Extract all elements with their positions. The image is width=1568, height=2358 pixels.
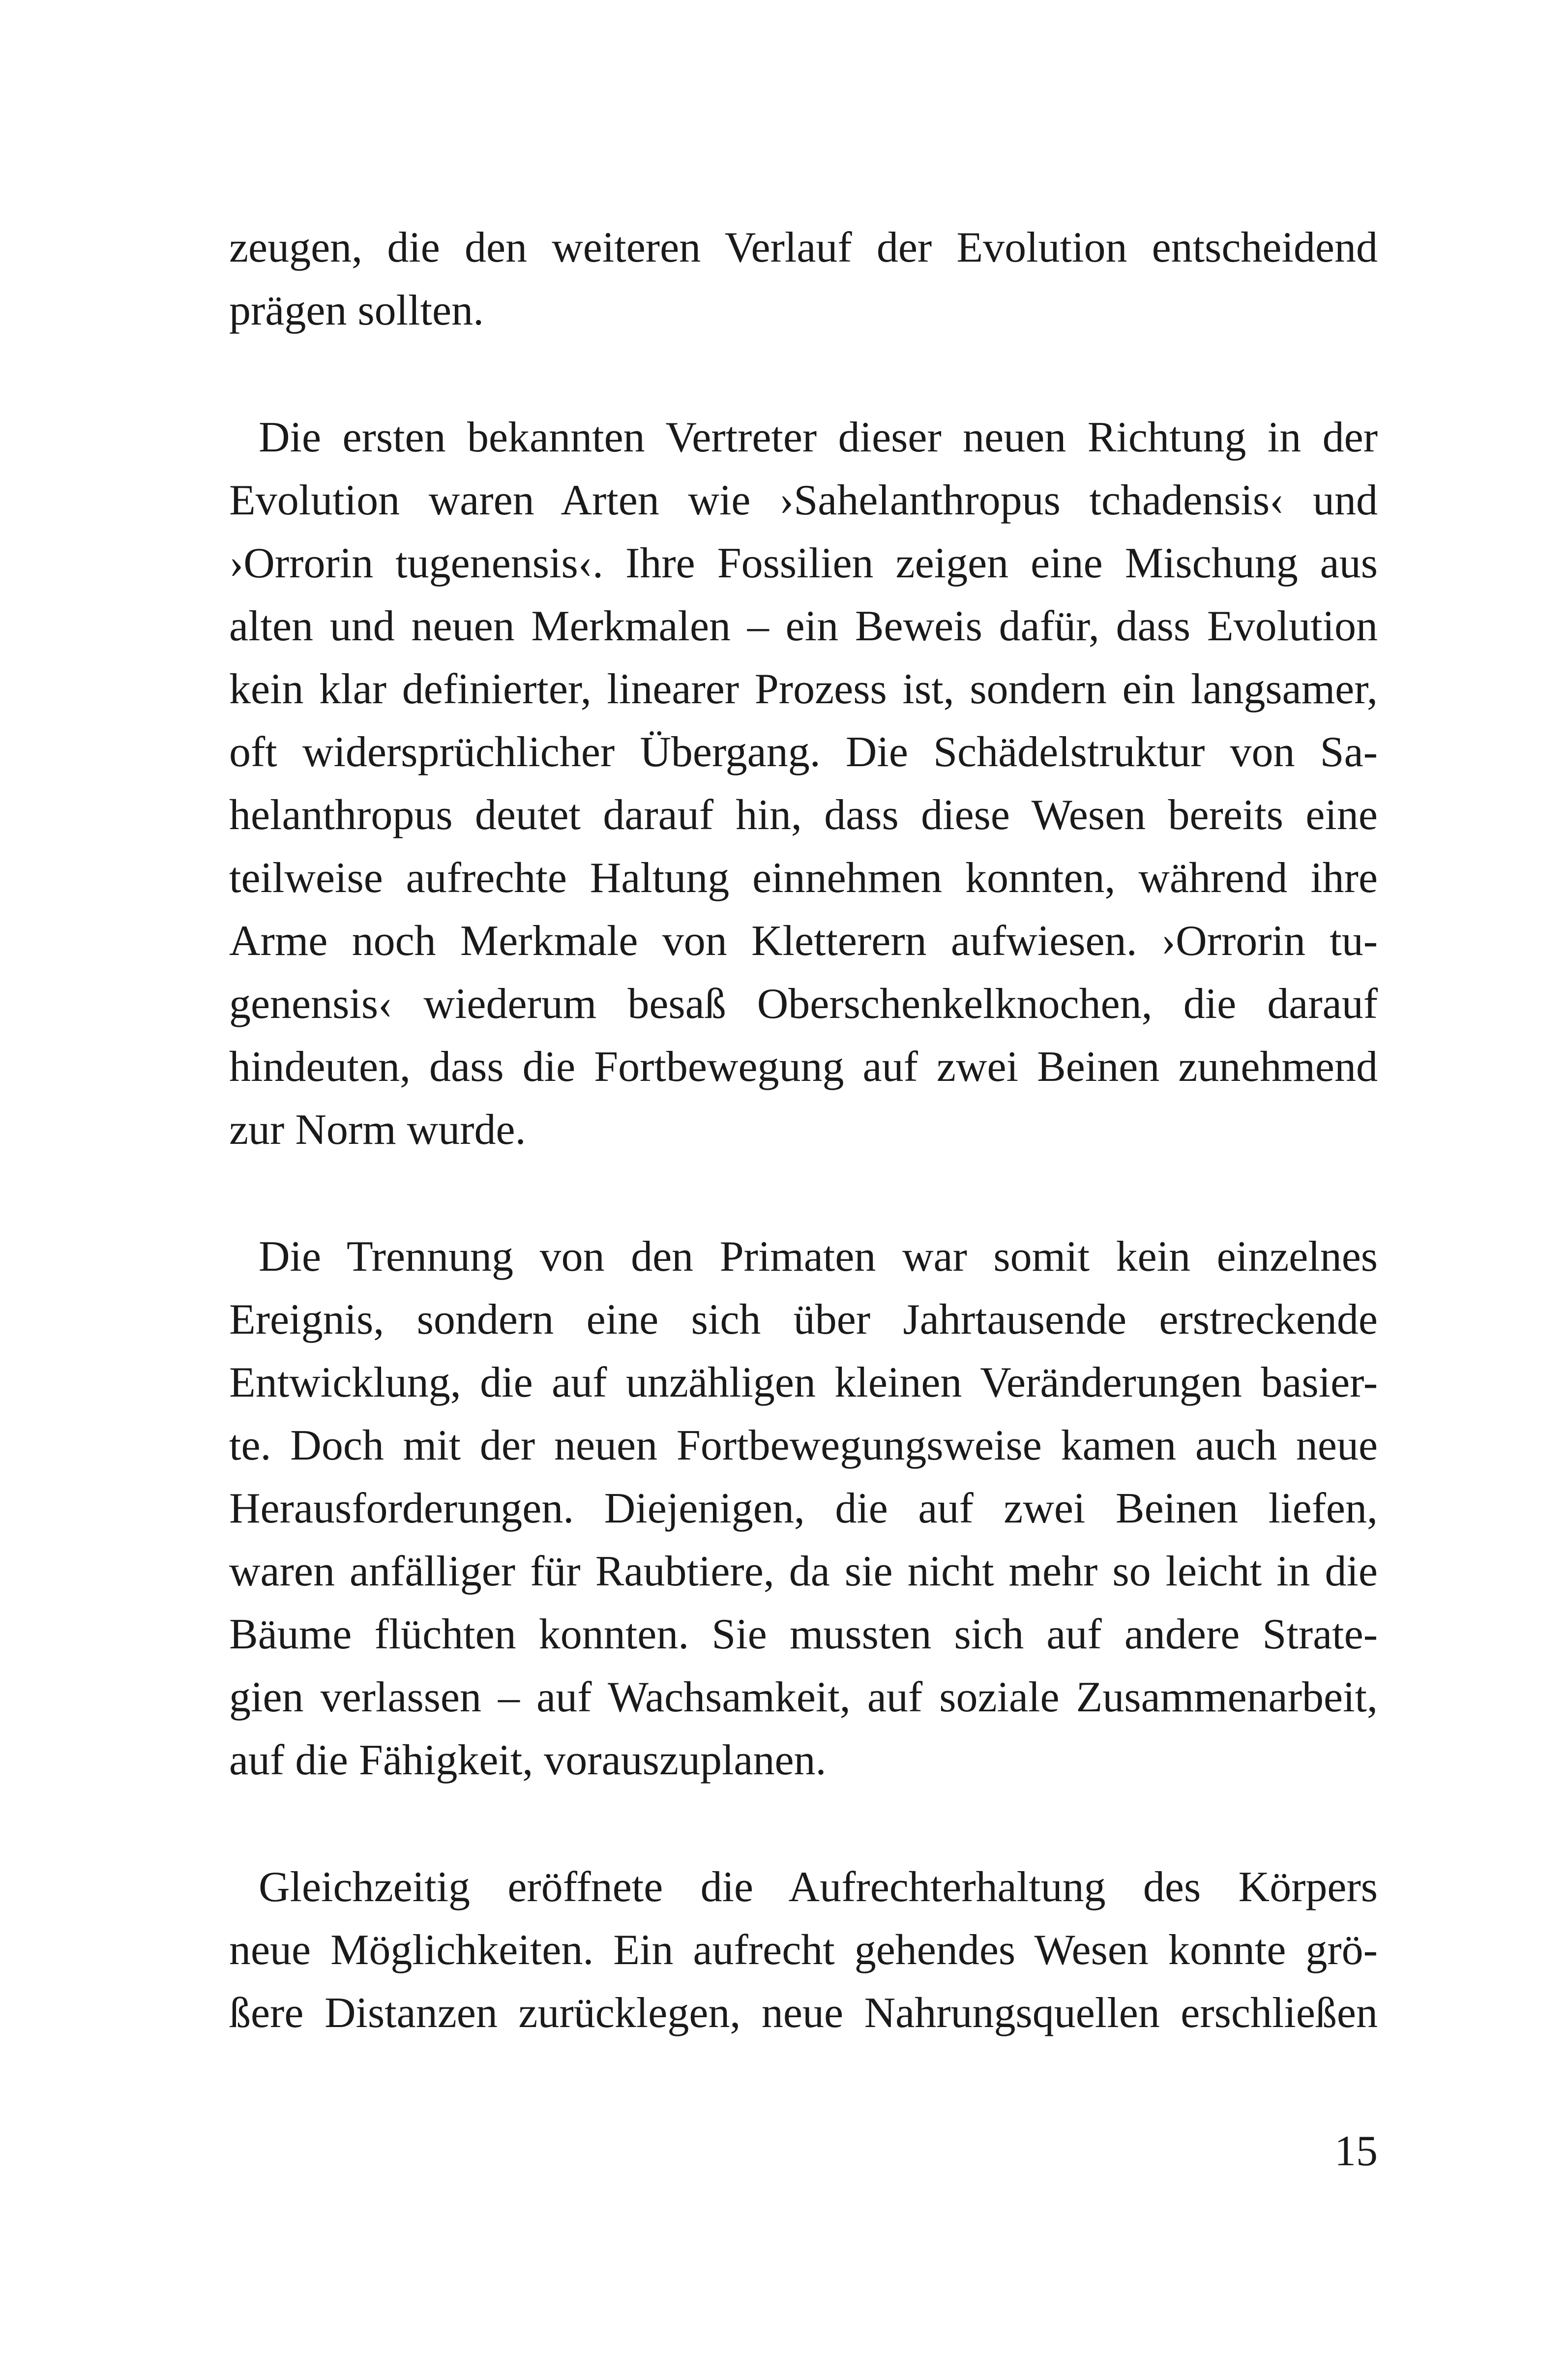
page-number: 15 [1334, 2127, 1378, 2175]
text-line: Herausforderungen. Diejenigen, die auf zwei Beinen liefen, [229, 1485, 1378, 1532]
text-line: gien verlassen – auf Wachsamkeit, auf soziale Zusammenarbeit, [229, 1673, 1378, 1721]
text-line: Ereignis, sondern eine sich über Jahrtausende erstreckende [229, 1296, 1378, 1343]
text-line: Arme noch Merkmale von Kletterern aufwiesen. ›Orrorin tu- [229, 917, 1378, 965]
paragraph-3 [229, 1225, 1378, 1792]
text-line: zur Norm wurde. [229, 1106, 526, 1154]
book-page-body [229, 216, 1378, 2045]
text-line: zeugen, die den weiteren Verlauf der Evolution entscheidend [229, 224, 1378, 271]
text-line: te. Doch mit der neuen Fortbewegungsweise kamen auch neue [229, 1422, 1378, 1469]
text-line: alten und neuen Merkmalen – ein Beweis dafür, dass Evolution [229, 602, 1378, 650]
text-line: Die Trennung von den Primaten war somit kein einzelnes [259, 1233, 1378, 1281]
paragraph-1 [229, 216, 1378, 342]
text-line: neue Möglichkeiten. Ein aufrecht gehendes Wesen konnte grö- [229, 1926, 1378, 1974]
text-line: prägen sollten. [229, 287, 484, 334]
text-line: teilweise aufrechte Haltung einnehmen konnten, während ihre [229, 854, 1378, 902]
text-line: Die ersten bekannten Vertreter dieser neuen Richtung in der [259, 414, 1378, 461]
paragraph-spacer [229, 1162, 1378, 1225]
text-line: oft widersprüchlicher Übergang. Die Schädelstruktur von Sa- [229, 728, 1378, 776]
paragraph-2 [229, 406, 1378, 1162]
text-line: Entwicklung, die auf unzähligen kleinen Veränderungen basier- [229, 1359, 1378, 1406]
text-line: hindeuten, dass die Fortbewegung auf zwei Beinen zunehmend [229, 1043, 1378, 1091]
text-line: waren anfälliger für Raubtiere, da sie nicht mehr so leicht in die [229, 1548, 1378, 1595]
text-line: helanthropus deutet darauf hin, dass diese Wesen bereits eine [229, 791, 1378, 839]
text-line: Bäume flüchten konnten. Sie mussten sich auf andere Strate- [229, 1611, 1378, 1658]
paragraph-spacer [229, 1792, 1378, 1856]
text-line: Gleichzeitig eröffnete die Aufrechterhaltung des Körpers [259, 1863, 1378, 1911]
text-line: kein klar definierter, linearer Prozess ist, sondern ein langsamer, [229, 665, 1378, 713]
paragraph-spacer [229, 342, 1378, 406]
text-line: auf die Fähigkeit, vorauszuplanen. [229, 1736, 827, 1784]
paragraph-4 [229, 1856, 1378, 2045]
text-line: Evolution waren Arten wie ›Sahelanthropus tchadensis‹ und [229, 477, 1378, 524]
text-line: genensis‹ wiederum besaß Oberschenkelknochen, die darauf [229, 980, 1378, 1028]
text-line: ßere Distanzen zurücklegen, neue Nahrungsquellen erschließen [229, 1989, 1378, 2037]
text-line: ›Orrorin tugenensis‹. Ihre Fossilien zeigen eine Mischung aus [229, 539, 1378, 587]
